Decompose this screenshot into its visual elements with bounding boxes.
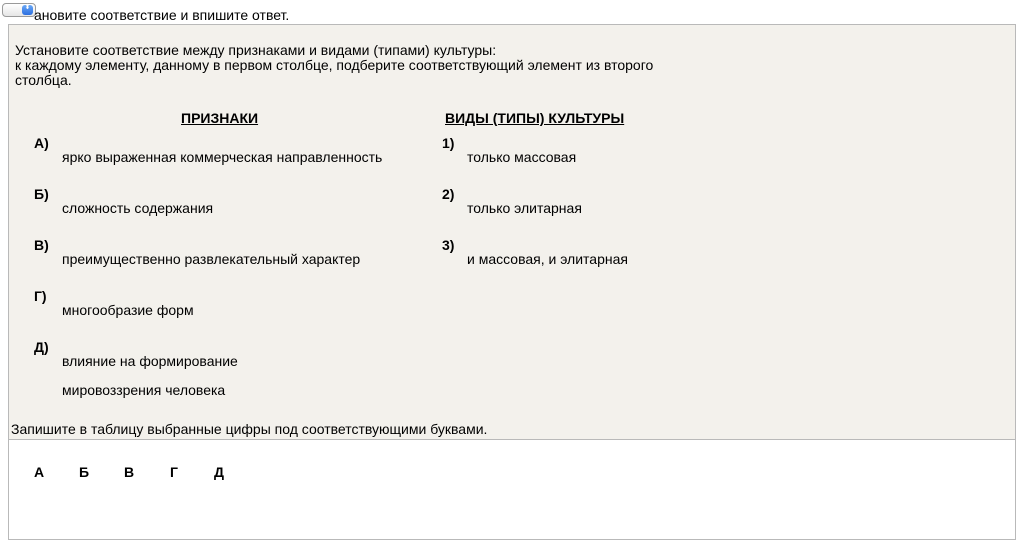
types-column-header: ВИДЫ (ТИПЫ) КУЛЬТУРЫ	[445, 110, 625, 126]
feature-text-a: ярко выраженная коммерческая направленность	[62, 149, 383, 165]
top-bar	[0, 0, 1024, 24]
task-panel	[8, 24, 1016, 440]
answer-table[interactable]	[8, 439, 1016, 540]
task-intro-line: столбца.	[15, 72, 72, 88]
feature-text-d-line2: мировоззрения человека	[62, 382, 226, 398]
feature-text-b: сложность содержания	[62, 200, 214, 216]
type-number-2: 2)	[442, 186, 455, 202]
feature-letter-g: Г)	[34, 288, 47, 304]
answer-letter-a: А	[33, 464, 45, 480]
task-intro	[15, 43, 755, 88]
feature-letter-d: Д)	[34, 339, 49, 355]
answer-letter-d: Д	[214, 464, 224, 480]
top-instruction: ановите соответствие и впишите ответ.	[34, 7, 290, 23]
task-intro-line: к каждому элементу, данному в первом столбце, подберите соответствующий элемент из второго	[15, 57, 654, 73]
features-column-header: ПРИЗНАКИ	[181, 110, 259, 126]
feature-text-v: преимущественно развлекательный характер	[62, 251, 361, 267]
task-select-dropdown[interactable]	[2, 3, 36, 17]
answer-letter-b: Б	[78, 464, 90, 480]
type-text-3: и массовая, и элитарная	[467, 251, 628, 267]
answer-letter-v: В	[123, 464, 135, 480]
feature-text-g: многообразие форм	[62, 302, 194, 318]
type-number-3: 3)	[442, 237, 455, 253]
feature-letter-v: В)	[34, 237, 49, 253]
feature-letter-b: Б)	[34, 186, 49, 202]
dropdown-arrows-icon[interactable]: ⬍	[22, 5, 33, 15]
task-intro-line: Установите соответствие между признаками и видами (типами) культуры:	[15, 42, 497, 58]
type-text-2: только элитарная	[467, 200, 582, 216]
feature-text-d: влияние на формирование	[62, 353, 238, 369]
bottom-instruction: Запишите в таблицу выбранные цифры под соответствующими буквами.	[11, 421, 488, 437]
type-text-1: только массовая	[467, 149, 577, 165]
type-number-1: 1)	[442, 135, 455, 151]
answer-letter-g: Г	[170, 464, 178, 480]
feature-letter-a: А)	[34, 135, 49, 151]
